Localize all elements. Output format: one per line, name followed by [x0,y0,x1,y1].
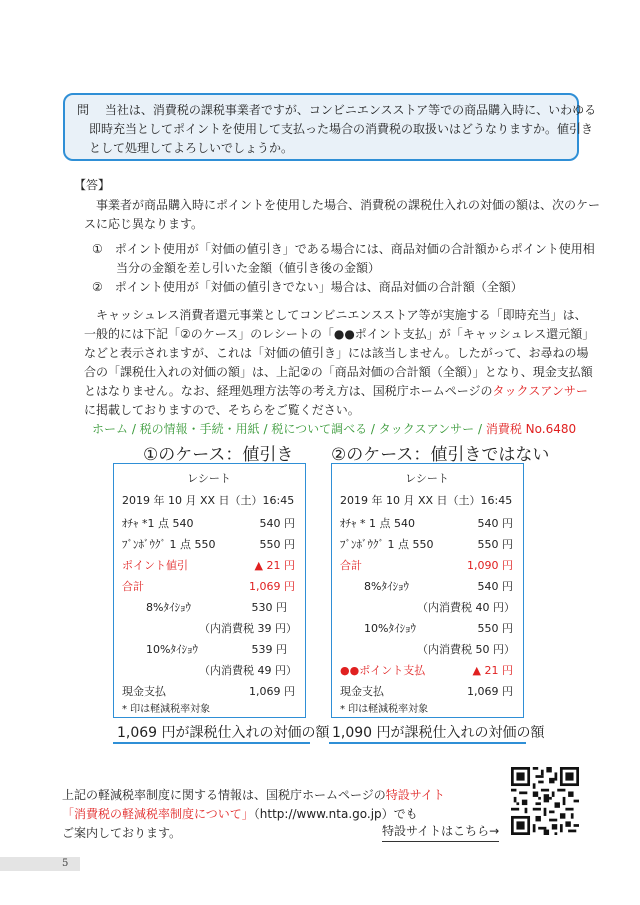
receipt-discount-label: ポイント値引 [122,559,188,572]
answer-p2-line: 一般的には下記「②のケース」のレシートの「●●ポイント支払」が「キャッシュレス還元額」 [84,327,595,341]
receipt-rate-label: 10%ﾀｲｼｮｳ [364,622,416,635]
answer-item2: ② ポイント使用が「対価の値引きでない」場合は、商品対価の合計額（全額） [92,280,523,294]
case1-caption: 1,069 円が課税仕入れの対価の額 [117,725,330,741]
case2-caption: 1,090 円が課税仕入れの対価の額 [332,725,545,741]
receipt-item-label: ｵﾁｬ *1 点 540 [122,517,194,530]
question-box [63,93,597,161]
receipt-tax-included: （内消費税 39 円） [199,622,297,635]
answer-p2-line [84,382,588,401]
receipt-rate-value: 539 円 [251,643,287,656]
breadcrumb-current[interactable]: 消費税 No.6480 [485,422,577,436]
case2-caption-underline [329,742,526,744]
receipt-cash-label: 現金支払 [340,685,384,698]
breadcrumb-path[interactable]: ホーム / 税の情報・手続・用紙 / 税について調べる / タックスアンサー / [92,422,486,436]
receipt-note: * 印は軽減税率対象 [340,704,429,715]
answer-p1-line: 事業者が商品購入時にポイントを使用した場合、消費税の課税仕入れの対価の額は、次のケー [96,198,601,212]
answer-p2-line: キャッシュレス消費者還元事業としてコンビニエンスストア等が実施する「即時充当」は、 [96,308,587,322]
special-site-title-link[interactable]: 「消費税の軽減税率制度について」 [62,807,254,821]
receipt-date: 2019 年 10 月 XX 日（土）16:45 [340,494,513,507]
question-line: 問 当社は、消費税の課税事業者ですが、コンビニエンスストア等での商品購入時に、いわゆる [77,103,597,117]
receipt-rate-value: 550 円 [477,622,513,635]
receipt-tax-included: （内消費税 49 円） [199,664,297,677]
receipt-total-label: 合計 [122,580,144,593]
receipt-case1 [113,463,306,718]
receipt-item-value: 550 円 [477,538,513,551]
receipt-total-value: 1,069 円 [249,580,295,593]
answer-p2-line: 合の「課税仕入れの対価の額」は、上記②の「商品対価の合計額（全額）」となり、現金支払額 [84,365,593,379]
receipt-case2 [331,463,524,718]
footer-text: 上記の軽減税率制度に関する情報は、国税庁ホームページの [62,788,386,802]
case1-title: ①のケース：値引き [143,445,294,465]
receipt-rate-label: 8%ﾀｲｼｮｳ [146,601,191,614]
receipt-total-label: 合計 [340,559,362,572]
answer-p1-line: スに応じ異なります。 [84,217,204,231]
receipt-point-payment-value: ▲ 21 円 [472,664,513,677]
page-number: 5 [62,858,69,869]
receipt-rate-label: 8%ﾀｲｼｮｳ [364,580,409,593]
qr-link-text[interactable]: 特設サイトはこちら→ [382,822,499,842]
receipt-label: レシート [187,472,231,485]
breadcrumb [92,420,576,439]
answer-p2-line: などと表示されますが、これは「対価の値引き」には該当しません。したがって、お尋ねの場 [84,346,589,360]
case2-title: ②のケース：値引きではない [331,445,550,465]
footer-line2 [62,805,418,824]
receipt-item-label: ﾌﾞﾝﾎﾞｳｸﾞ 1 点 550 [122,538,216,551]
answer-label: 【答】 [74,178,111,192]
receipt-label: レシート [405,472,449,485]
receipt-item-value: 540 円 [259,517,295,530]
answer-p2-end: に掲載しておりますので、そちらをご覧ください。 [84,403,360,417]
receipt-discount-value: ▲ 21 円 [254,559,295,572]
receipt-point-payment-label: ●●ポイント支払 [340,664,426,677]
case1-caption-underline [113,742,310,744]
receipt-cash-label: 現金支払 [122,685,166,698]
receipt-date: 2019 年 10 月 XX 日（土）16:45 [122,494,295,507]
receipt-note: * 印は軽減税率対象 [122,704,211,715]
footer-line3: ご案内しております。 [62,826,182,840]
receipt-item-label: ｵﾁｬ * 1 点 540 [340,517,415,530]
receipt-cash-value: 1,069 円 [467,685,513,698]
footer-line1 [62,786,445,805]
receipt-total-value: 1,090 円 [467,559,513,572]
receipt-rate-value: 540 円 [477,580,513,593]
footer-url-text: （http://www.nta.go.jp）でも [253,807,418,821]
question-line: 即時充当としてポイントを使用して支払った場合の消費税の取扱いはどうなりますか。値引き [89,122,594,136]
receipt-item-value: 550 円 [259,538,295,551]
special-site-link[interactable]: 特設サイト [385,788,445,802]
taxanswer-link[interactable]: タックスアンサー [492,384,588,398]
question-line: として処理してよろしいでしょうか。 [89,141,294,155]
answer-p2-text: とはなりません。なお、経理処理方法等の考え方は、国税庁ホームページの [84,384,493,398]
receipt-tax-included: （内消費税 40 円） [417,601,515,614]
answer-item1-line: 当分の金額を差し引いた金額（値引き後の金額） [116,261,381,275]
receipt-item-label: ﾌﾞﾝﾎﾞｳｸﾞ 1 点 550 [340,538,434,551]
receipt-rate-value: 530 円 [251,601,287,614]
receipt-item-value: 540 円 [477,517,513,530]
receipt-rate-label: 10%ﾀｲｼｮｳ [146,643,198,656]
answer-item1-line: ① ポイント使用が「対価の値引き」である場合には、商品対価の合計額からポイント使用相 [92,242,595,256]
receipt-tax-included: （内消費税 50 円） [417,643,515,656]
receipt-cash-value: 1,069 円 [249,685,295,698]
qr-code-icon[interactable] [511,767,579,835]
